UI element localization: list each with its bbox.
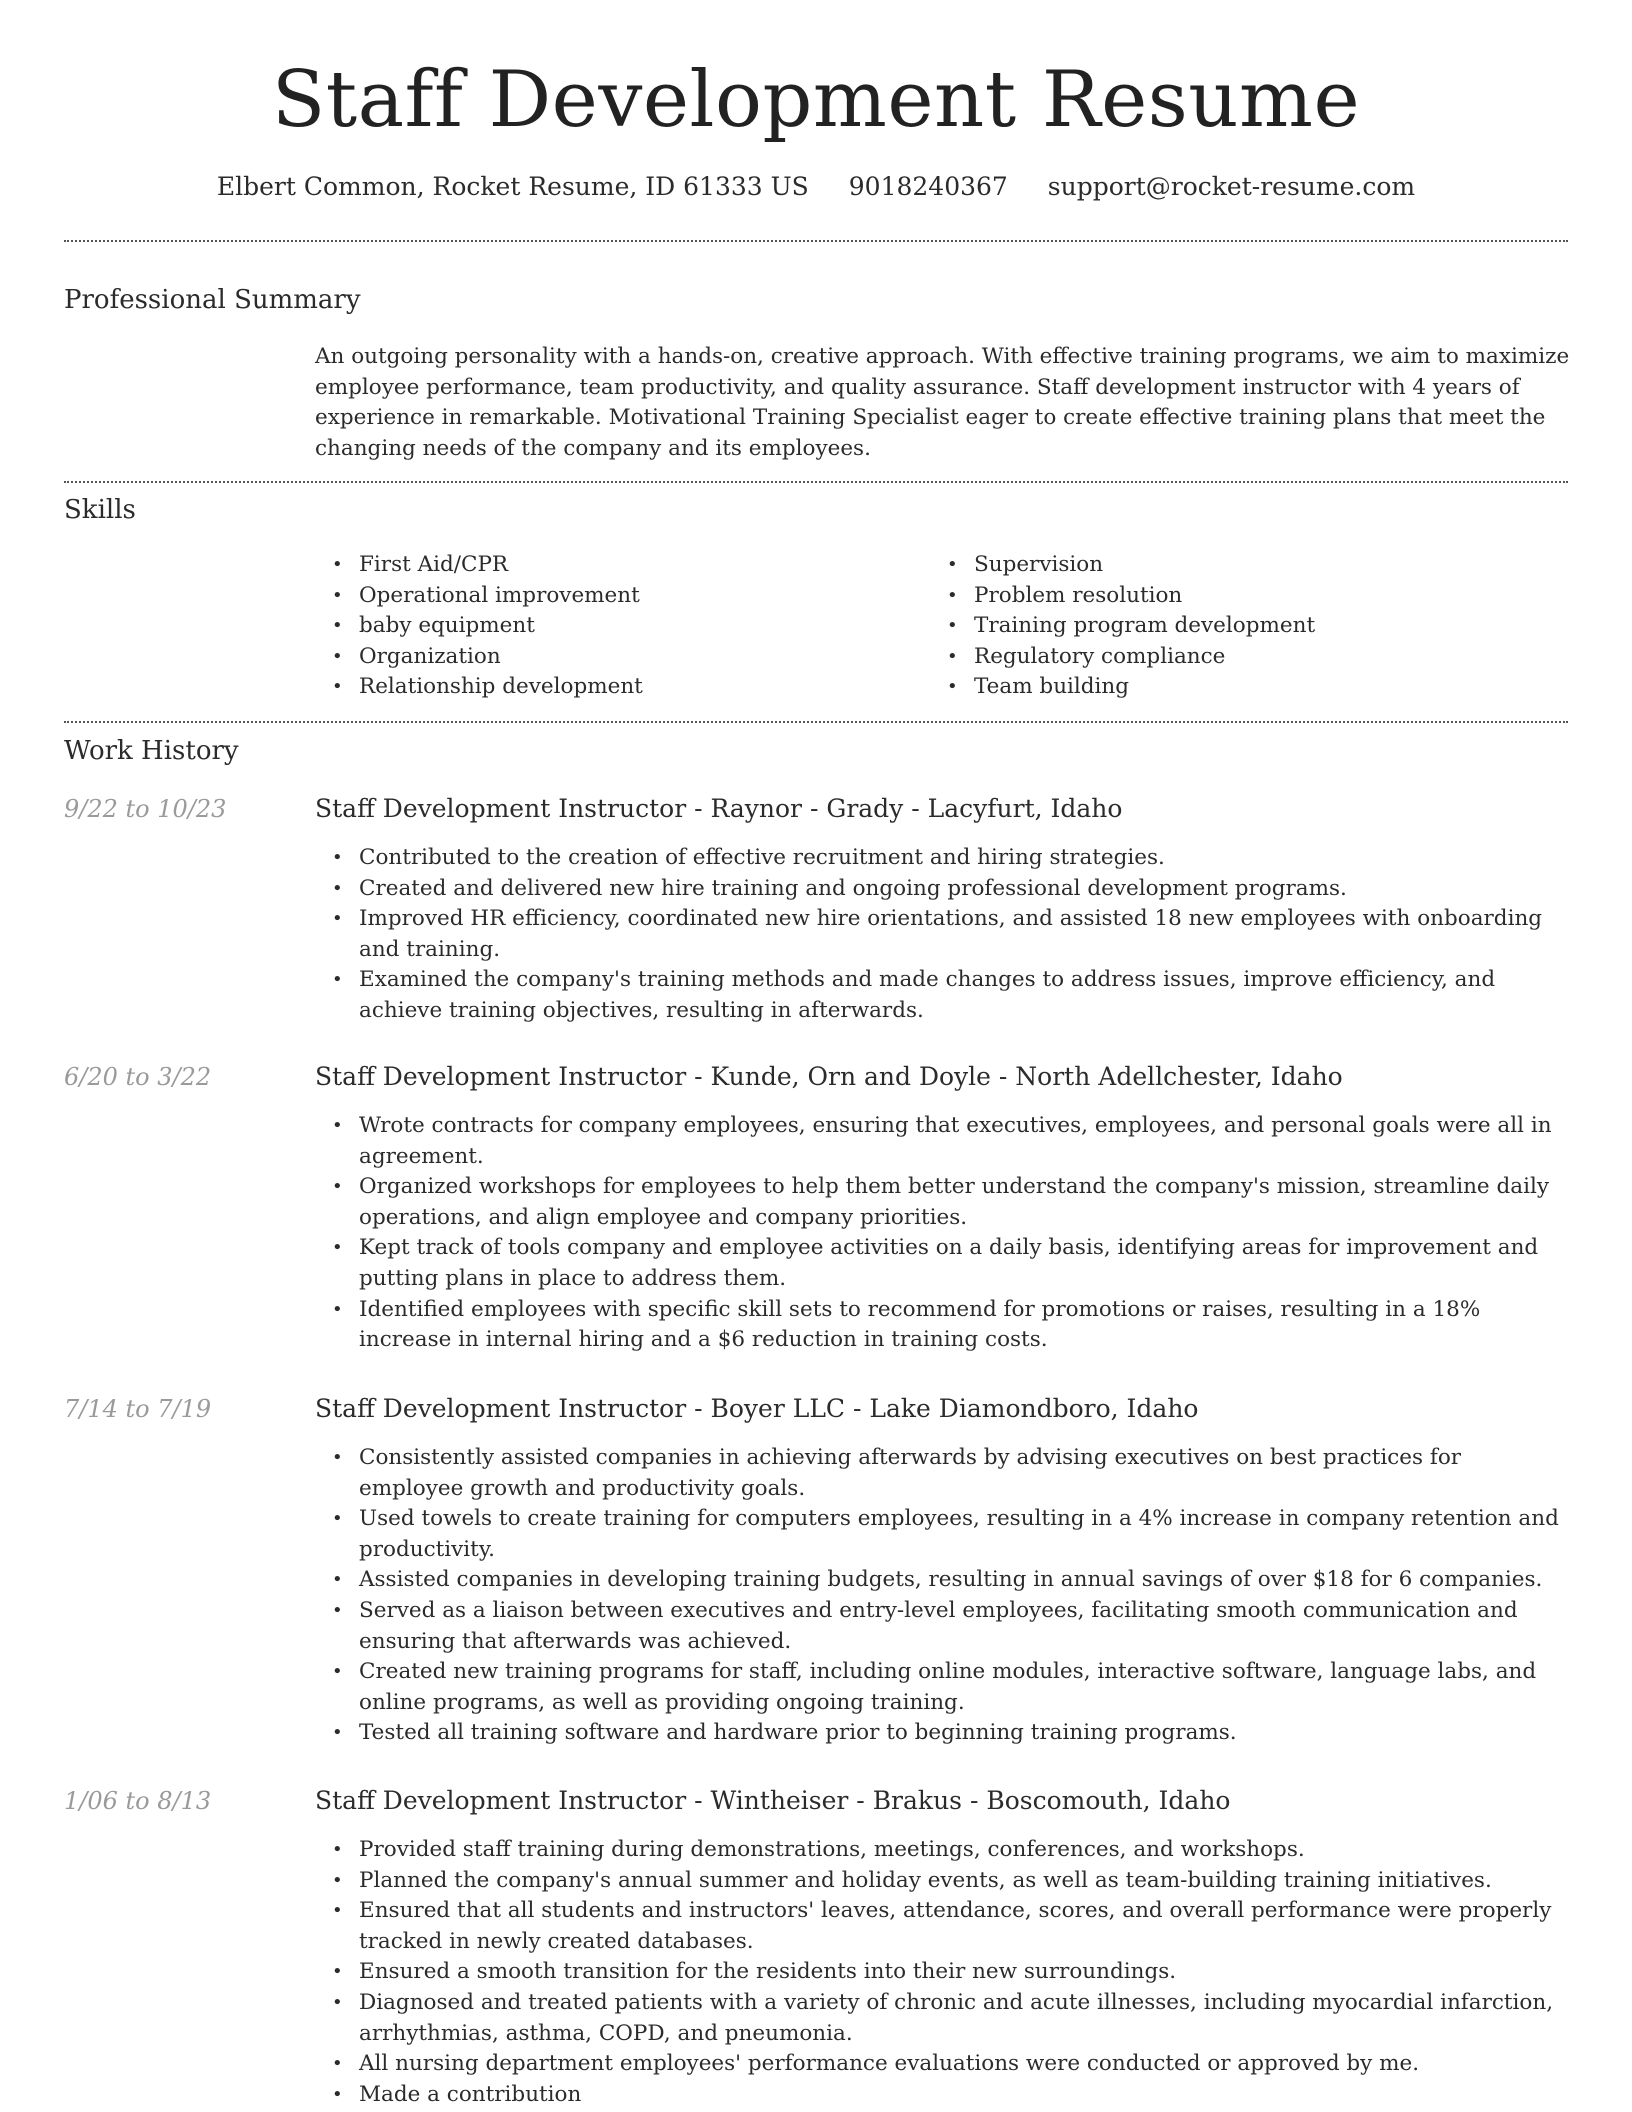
divider [64, 481, 1568, 483]
job-bullet: • Ensured a smooth transition for the residents into their new surroundings. [315, 1957, 1570, 1988]
job-bullets [315, 843, 1570, 1027]
skill-item: • Operational improvement [315, 581, 915, 612]
job-bullets [315, 1835, 1570, 2110]
job-bullet: • Used towels to create training for computers employees, resulting in a 4% increase in company retention and productivity. [315, 1504, 1570, 1565]
skill-item: • Training program development [930, 611, 1530, 642]
skill-item: • baby equipment [315, 611, 915, 642]
job-bullet: • Examined the company's training methods and made changes to address issues, improve efficiency, and achieve training objectives, resulting in afterwards. [315, 965, 1570, 1026]
job-bullet: • Assisted companies in developing training budgets, resulting in annual savings of over $18 for 6 companies. [315, 1565, 1570, 1596]
job-bullet: • Ensured that all students and instructors' leaves, attendance, scores, and overall performance were properly tracked in newly created databases. [315, 1896, 1570, 1957]
resume-title: Staff Development Resume [271, 55, 1361, 145]
job-bullet: • Wrote contracts for company employees, ensuring that executives, employees, and personal goals were all in agreement. [315, 1111, 1570, 1172]
job-bullet: • Improved HR efficiency, coordinated new hire orientations, and assisted 18 new employees with onboarding and training. [315, 904, 1570, 965]
job-bullet: • Created and delivered new hire training and ongoing professional development programs. [315, 874, 1570, 905]
job-bullet: • Tested all training software and hardware prior to beginning training programs. [315, 1718, 1570, 1749]
skill-item: • Relationship development [315, 672, 915, 703]
contact-address: Elbert Common, Rocket Resume, ID 61333 US [216, 172, 809, 201]
divider [64, 240, 1568, 242]
skill-item: • Problem resolution [930, 581, 1530, 612]
job-title: Staff Development Instructor - Wintheiser - Brakus - Boscomouth, Idaho [315, 1786, 1231, 1815]
job-bullet: • Diagnosed and treated patients with a variety of chronic and acute illnesses, including myocardial infarction, arrhythmias, asthma, COPD, and pneumonia. [315, 1988, 1570, 2049]
job-title: Staff Development Instructor - Kunde, Orn and Doyle - North Adellchester, Idaho [315, 1062, 1343, 1091]
job-bullet: • Identified employees with specific skill sets to recommend for promotions or raises, resulting in a 18% increase in internal hiring and a $6 reduction in training costs. [315, 1295, 1570, 1356]
skill-item: • Team building [930, 672, 1530, 703]
job-dates: 7/14 to 7/19 [64, 1395, 212, 1423]
skill-item: • First Aid/CPR [315, 550, 915, 581]
job-bullet: • Served as a liaison between executives and entry-level employees, facilitating smooth communication and ensuring that afterwards was achieved. [315, 1596, 1570, 1657]
skills-list-right [930, 550, 1530, 703]
summary-heading: Professional Summary [64, 285, 361, 315]
summary-text: An outgoing personality with a hands-on, creative approach. With effective training programs, we aim to maximize employee performance, team productivity, and quality assurance. Staff development instructor with 4 years of experience in remarkable. Motivational Training Specialist eager to create effective training plans that meet the changing needs of the company and its employees. [315, 344, 1570, 461]
job-dates: 1/06 to 8/13 [64, 1787, 212, 1815]
divider [64, 721, 1568, 723]
contact-line [0, 170, 1632, 204]
job-bullet: • Kept track of tools company and employee activities on a daily basis, identifying areas for improvement and putting plans in place to address them. [315, 1233, 1570, 1294]
job-title: Staff Development Instructor - Boyer LLC - Lake Diamondboro, Idaho [315, 1394, 1199, 1423]
job-bullets [315, 1111, 1570, 1356]
job-title: Staff Development Instructor - Raynor - Grady - Lacyfurt, Idaho [315, 794, 1123, 823]
job-bullet: • Created new training programs for staff, including online modules, interactive software, language labs, and online programs, as well as providing ongoing training. [315, 1657, 1570, 1718]
job-bullet: • Planned the company's annual summer and holiday events, as well as team-building training initiatives. [315, 1866, 1570, 1897]
job-dates: 9/22 to 10/23 [64, 795, 227, 823]
work-heading: Work History [64, 736, 239, 766]
job-bullet: • All nursing department employees' performance evaluations were conducted or approved by me. [315, 2049, 1570, 2080]
skill-item: • Regulatory compliance [930, 642, 1530, 673]
job-bullet: • Consistently assisted companies in achieving afterwards by advising executives on best practices for employee growth and productivity goals. [315, 1443, 1570, 1504]
skills-list-left [315, 550, 915, 703]
job-bullet: • Contributed to the creation of effective recruitment and hiring strategies. [315, 843, 1570, 874]
job-bullet: • Provided staff training during demonstrations, meetings, conferences, and workshops. [315, 1835, 1570, 1866]
skill-item: • Organization [315, 642, 915, 673]
job-dates: 6/20 to 3/22 [64, 1063, 212, 1091]
skill-item: • Supervision [930, 550, 1530, 581]
job-bullet: • Organized workshops for employees to help them better understand the company's mission, streamline daily operations, and align employee and company priorities. [315, 1172, 1570, 1233]
contact-email[interactable]: support@rocket-resume.com [1047, 172, 1416, 201]
job-bullet: • Made a contribution [315, 2080, 1570, 2111]
skills-heading: Skills [64, 495, 136, 525]
job-bullets [315, 1443, 1570, 1749]
contact-phone[interactable]: 9018240367 [848, 172, 1008, 201]
